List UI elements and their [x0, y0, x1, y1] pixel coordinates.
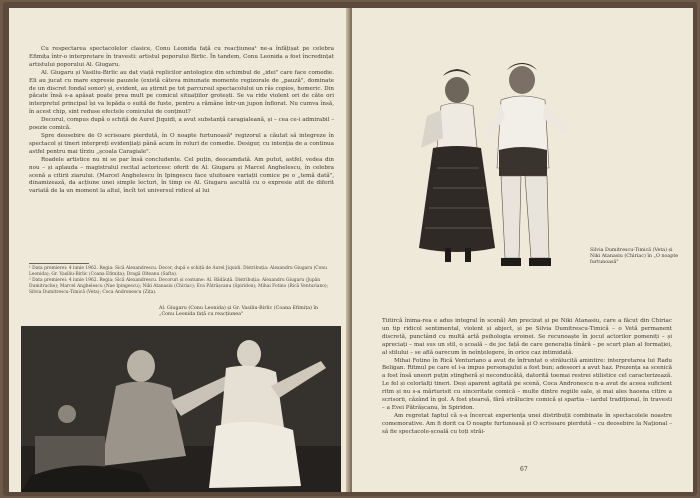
left-paragraph: Cu respectarea spectacolelor clasice, Conu Leonida față cu reacțiunea¹ ne-a înfățișat pe celebra Efimița într-o interpretare în travesti: artistul poporului Birlic. În tandem, Conu Leonida a fost încredințat artistului poporului Al. Giugaru.: [29, 46, 334, 68]
left-paragraph: Al. Giugaru și Vasiliu-Birlic au dat viață replicilor antologice din schimbul de „idei" care face comedie. Eli au jucat cu mare expresie pauzele (există câteva minunate momente regizorale de „pauză", dominate de un discret fondal sonor) și, evident, au știrnit pe tot parcursul spectacolului un râs copios, homeric. Din păcate însă s-a apăsat poate prea mult pe comicul situațiilor grotești. Se va ride violent ori de câte ori interpretul principal își va lepăda o suită de fuste, pentru a rămâne într-un jupon înflorat. Nu cumva însă, în acest chip, sint reduse efectele comicului de conținut?: [29, 69, 334, 116]
footnote: ² Data premierei: 4 iunie 1962. Regia: Sică Alexandrescu. Decoruri și costume: Al. Bădăuță. Distribuția: Alexandru Giugaru (Jupân Dumitrache); Marcel Anghelescu (Nae Ipingescu); Niki Atanasiu (Chiriac); Eva Pătrășcanu (Spiridon); Mihai Fotino (Rică Venturiano); Silvia Dumitrescu-Timică (Veta); Coca Andronescu (Zița).: [29, 278, 329, 295]
stage-photo-giugaru-birlic: [21, 326, 341, 492]
right-paragraph: Mihai Fotino în Rică Venturiano a avut de înfruntat o strălucită amintire: interpretarea lui Radu Beligan. Ritmul pe care el i-a impus personajului a fost bun; adeseori a avut haz. Prezența sa scenică a fost însă uneori puțin stingheră și neconducătă, datorită toemai restrei stilistice cel caracterizează. Le fel și celorlalți tineri. Deși aparent agitată pe scenă, Coca Andronescu n-a avut de aceea suficient ritm și nu s-a mărturisit cu sinceritate comică – multe dintre regiile sale, și mai ales haosna citire a scrisorii, căzând în gol. A fost ștearsă, fără strălucire comică și spartia – iardul tradițional, în travesti – a Evei Pătrășcanu, în Spiridon.: [382, 357, 672, 411]
left-photo-caption: Al. Giugaru (Conu Leonida) și Gr. Vasiliu-Birlic (Coana Efimița) în „Conu Leonida față cu reacțiunea": [159, 306, 319, 318]
right-page: [352, 8, 693, 492]
page-number: 67: [520, 466, 528, 473]
left-paragraph: Roadele artistice nu ni se par însă concludente. Cel puțin, deocamdată. Am putut, astfel, vedea din nou – și aplauda – magistralul recital actoricesc oferit de Al. Giugaru și Marcel Anghelescu, în celebra scenă a citirii ziarului. (Marcel Anghelescu în Ipingescu face uluitoare variații comice pe o „temă dată", dinamizează, da acțiune unei simple lecturi, în timp ce Al. Giugaru ascultă cu o expresie atit de diferit variată de la un moment la altul, încît tot universul ridicol al lui: [29, 156, 334, 195]
right-paragraph: Am regretat faptul că s-a încercat experiența unei distribuții combinate în spectacolele noastre comemorative. Am fi dorit ca O noapte furtunoasă și O scrisoare pierdută – cu deosebire la Național – să fie spectacole-școală cu toți străi-: [382, 412, 672, 435]
right-paragraph: Tiitircă înima-rea e adus integral în scenă) Am precizat și pe Niki Atanasiu, care a făcut din Chiriac un tip ridicol sentimental, violent și abject, și pe Silvia Dumitrescu-Timică – o Vetă permanent discretă, punctând cu multă artă psihologia eroinei. Se recunoaște în jocul actorilor pomeniți – și apreciați – mai sus un stil, o școală – de joc față de care generația tînără – pe scurt plan al formației, al stilului – se află oarecum în neînțelegere, în orice caz intimidată.: [382, 318, 672, 356]
footnote: ¹ Data premierei: 4 iunie 1962. Regia: Sică Alexandrescu. Decor, după o schiță de Aurel Jiquidi. Distribuția: Alexandru Giugaru (Conu Leonida); Gr. Vasiliu-Birlic (Coana Efimița); Dragă Olteanu (Safta).: [29, 266, 327, 277]
stage-photo-dumitrescu-atanasiu: [397, 58, 587, 273]
left-paragraph: Spre deosebire de O scrisoare pierdută, în O noapte furtunoasă² regizorul a căutat să integreze în spectacol și tineri interpreți evidențiați până acum în roluri de comedie. Desigur, cu intenția de a continua astfel pentru mai tîrziu „școala Caragiale".: [29, 132, 334, 155]
left-page: [9, 8, 349, 492]
right-page-body: [382, 318, 672, 437]
footnote-divider: [29, 263, 89, 264]
open-book: [3, 2, 697, 496]
left-paragraph: Decorul, compus după o schiță de Aurel Jiquidi, a avut substanță caragialeană, și – cea ce-i admirabil – poezie comică.: [29, 117, 334, 132]
footnotes: [29, 266, 334, 296]
left-page-body: [29, 46, 334, 196]
right-photo-caption: Silvia Dumitrescu-Timică (Veta) și Niki Atanasiu (Chiriac) în „O noapte furtunoasă": [590, 248, 679, 266]
